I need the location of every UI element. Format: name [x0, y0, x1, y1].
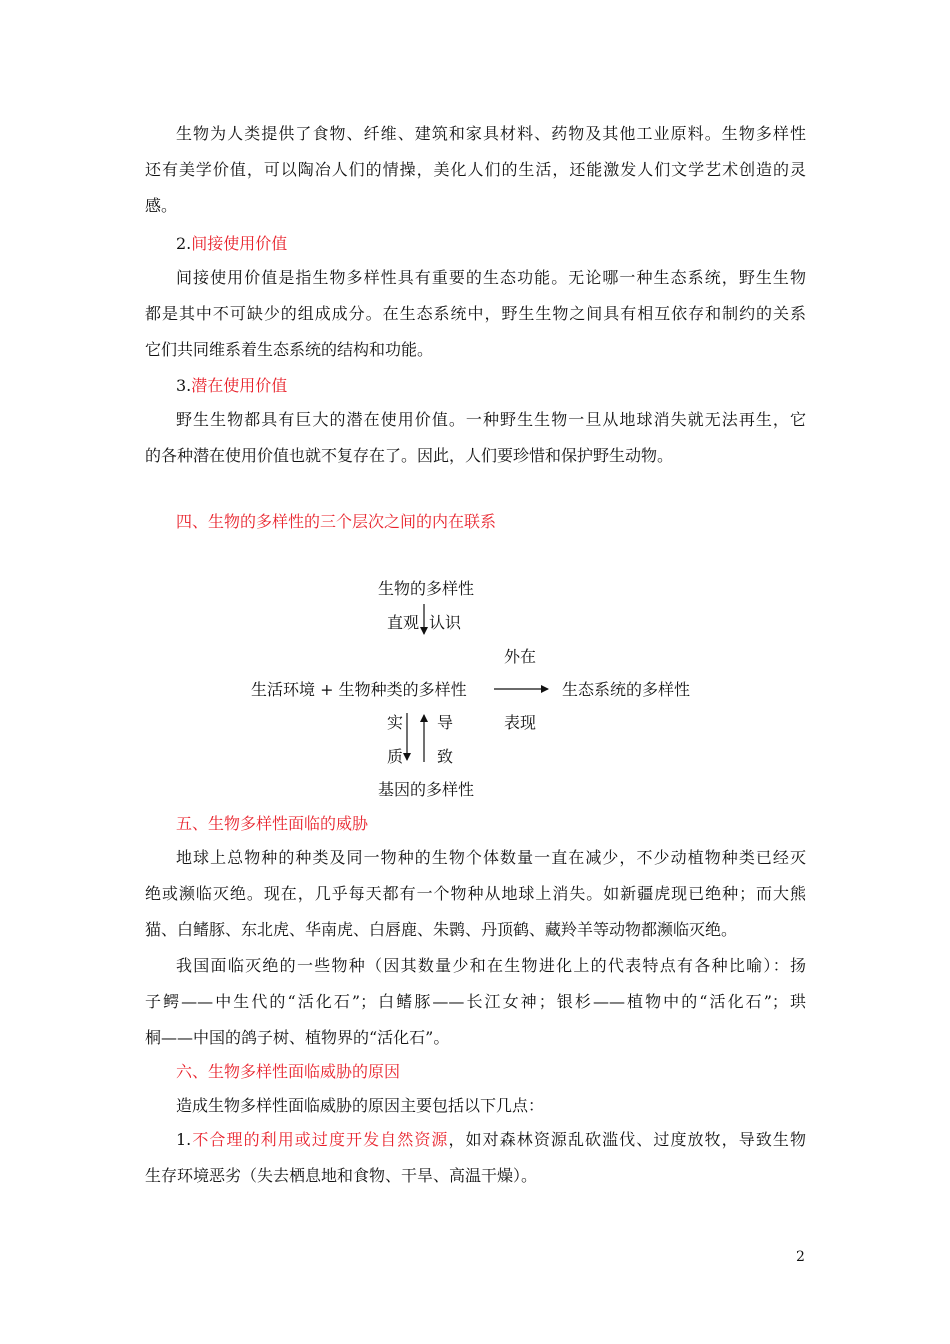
diagram-zhi-label: 质 [387, 747, 404, 766]
paragraph-line: 猫、白鳍豚、东北虎、华南虎、白唇鹿、朱鹮、丹顶鹤、藏羚羊等动物都濒临灭绝。 [145, 920, 738, 939]
list-item-number: 1. [176, 1130, 192, 1149]
paragraph-line: 生物为人类提供了食物、纤维、建筑和家具材料、药物及其他工业原料。生物多样性 [176, 124, 806, 143]
diagram-dao-label: 导 [437, 713, 454, 732]
paragraph-line: 子鳄——中生代的“活化石”；白鳍豚——长江女神；银杉——植物中的“活化石”；珙 [145, 992, 806, 1011]
subheading-number: 3. [176, 376, 192, 395]
subheading-potential-value [176, 374, 287, 398]
paragraph-line: 它们共同维系着生态系统的结构和功能。 [145, 340, 434, 359]
paragraph-line: 生存环境恶劣（失去栖息地和食物、干旱、高温干燥）。 [145, 1166, 538, 1185]
subheading-text: 潜在使用价值 [191, 376, 288, 395]
paragraph-line: 我国面临灭绝的一些物种（因其数量少和在生物进化上的代表特点有各种比喻）：扬 [176, 956, 806, 975]
diagram-bottom-label: 基因的多样性 [378, 780, 475, 799]
list-item-text: ，如对森林资源乱砍滥伐、过度放牧，导致生物 [448, 1130, 806, 1149]
paragraph-line: 感。 [145, 196, 178, 215]
diagram-zhi2-label: 致 [437, 747, 454, 766]
diagram-middle-right: 生态系统的多样性 [562, 680, 691, 699]
diagram-shi-label: 实 [387, 713, 404, 732]
paragraph-line: 桐——中国的鸽子树、植物界的“活化石”。 [145, 1028, 450, 1047]
paragraph-line: 野生生物都具有巨大的潜在使用价值。一种野生生物一旦从地球消失就无法再生，它 [176, 410, 806, 429]
paragraph-line: 绝或濒临灭绝。现在，几乎每天都有一个物种从地球上消失。如新疆虎现已绝种；而大熊 [145, 884, 806, 903]
paragraph-line: 间接使用价值是指生物多样性具有重要的生态功能。无论哪一种生态系统，野生生物 [176, 268, 806, 287]
section-title: 六、生物多样性面临威胁的原因 [176, 1062, 401, 1081]
diagram-top-label: 生物的多样性 [378, 579, 475, 598]
subheading-number: 2. [176, 234, 192, 253]
section-title: 四、生物的多样性的三个层次之间的内在联系 [176, 512, 497, 531]
paragraph-line: 都是其中不可缺少的组成成分。在生态系统中，野生生物之间具有相互依存和制约的关系 [145, 304, 806, 323]
diagram-left-label: 直观 [387, 613, 420, 632]
diagram-right-label: 认识 [429, 613, 462, 632]
paragraph-line: 还有美学价值，可以陶冶人们的情操，美化人们的生活，还能激发人们文学艺术创造的灵 [145, 160, 806, 179]
paragraph-line: 造成生物多样性面临威胁的原因主要包括以下几点： [176, 1096, 545, 1115]
diagram-outer-top-label: 外在 [504, 647, 537, 666]
subheading-indirect-value [176, 232, 287, 256]
diagram-middle-left: 生活环境 + 生物种类的多样性 [251, 680, 467, 699]
section-title: 五、生物多样性面临的威胁 [176, 814, 369, 833]
paragraph-line: 地球上总物种的种类及同一物种的生物个体数量一直在减少，不少动植物种类已经灭 [176, 848, 806, 867]
subheading-text: 间接使用价值 [191, 234, 288, 253]
page-number: 2 [796, 1249, 805, 1265]
paragraph-line: 的各种潜在使用价值也就不复存在了。因此，人们要珍惜和保护野生动物。 [145, 446, 674, 465]
diagram-outer-bottom-label: 表现 [504, 713, 537, 732]
list-item-highlight: 不合理的利用或过度开发自然资源 [191, 1130, 449, 1149]
list-item-line [176, 1128, 806, 1152]
